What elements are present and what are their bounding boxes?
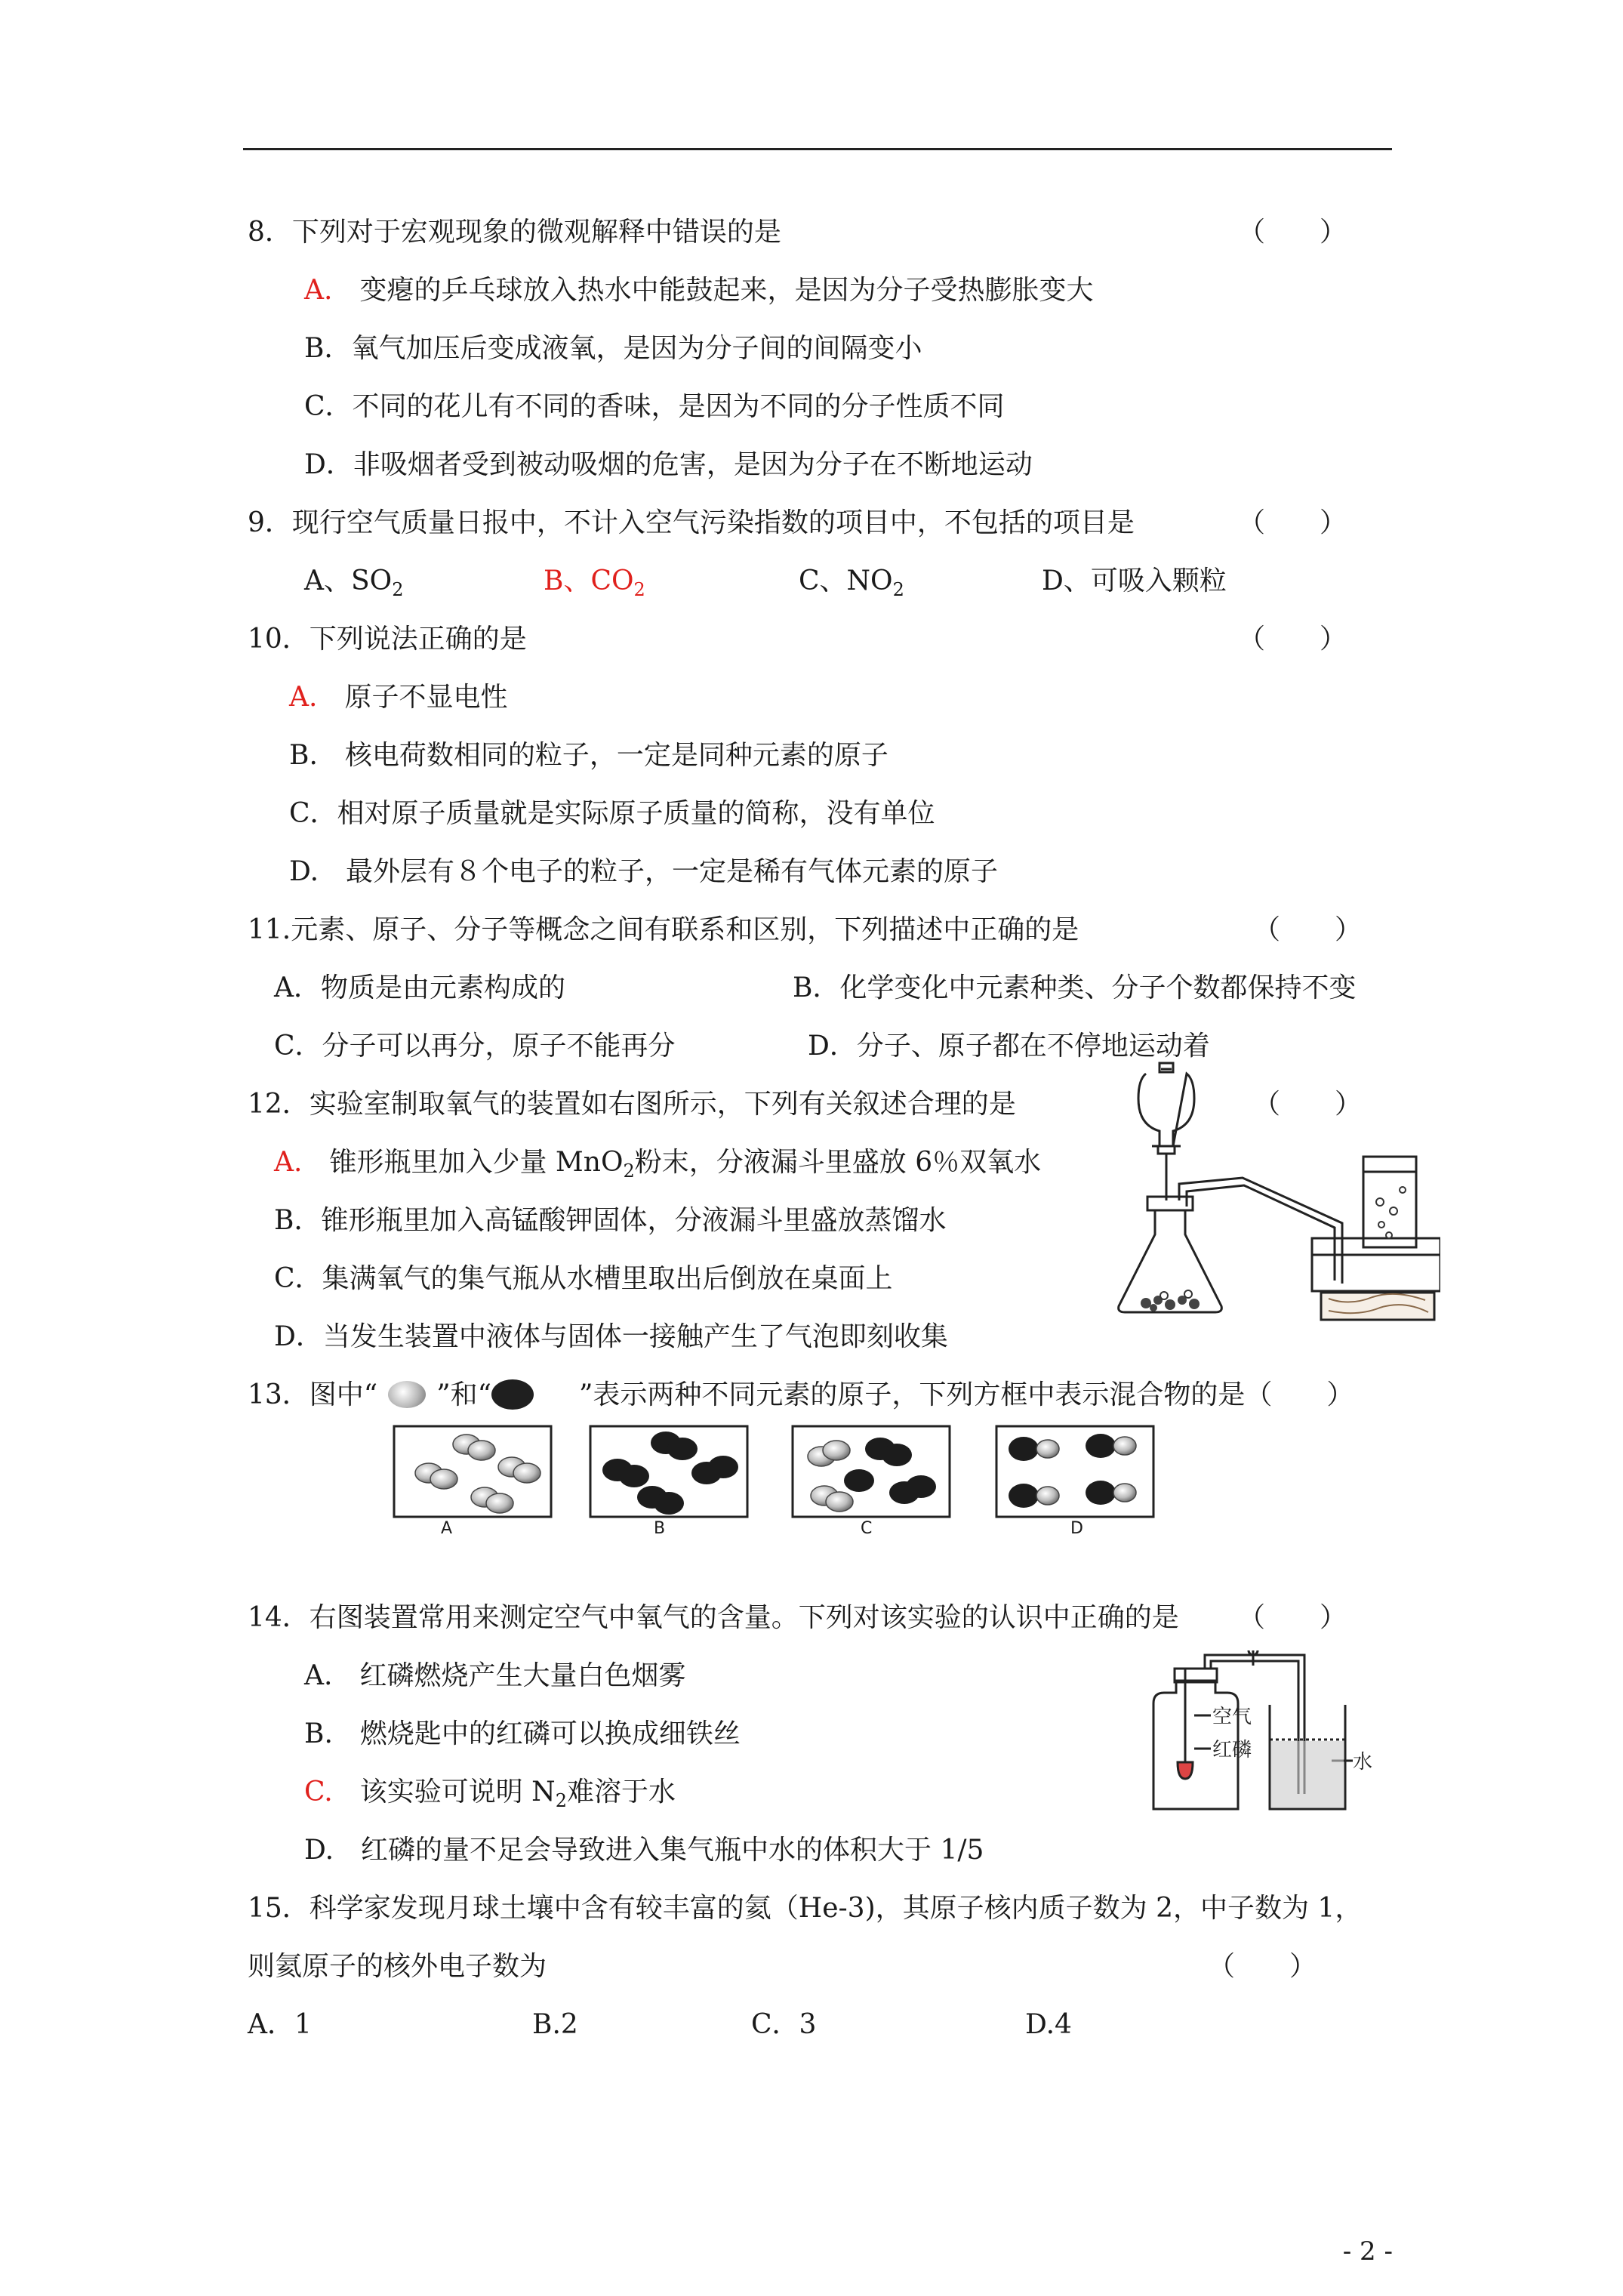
q12-option-d: D．当发生装置中液体与固体一接触产生了气泡即刻收集 xyxy=(274,1321,948,1352)
q12-option-c: C．集满氧气的集气瓶从水槽里取出后倒放在桌面上 xyxy=(274,1263,893,1294)
q11-stem: 11.元素、原子、分子等概念之间有联系和区别，下列描述中正确的是 xyxy=(248,914,1079,945)
q10-answer-paren: （ ） xyxy=(1238,624,1347,655)
q12-option-a xyxy=(274,1144,1041,1182)
q9-option-c xyxy=(799,562,904,600)
q12-option-a-sub: 2 xyxy=(623,1160,635,1182)
q13-stem-part2: ”和“ xyxy=(436,1379,492,1410)
q15-stem-line2: 则氦原子的核外电子数为 xyxy=(248,1951,547,1982)
q14-option-c xyxy=(304,1774,676,1811)
q14-option-a: A. 红磷燃烧产生大量白色烟雾 xyxy=(304,1660,686,1691)
q9-option-a-sub: 2 xyxy=(392,579,404,600)
q8-option-a-label: A. xyxy=(304,275,333,306)
q14-option-c-sub: 2 xyxy=(555,1790,567,1811)
q8-option-a xyxy=(304,272,1093,310)
q14-stem: 14．右图装置常用来测定空气中氧气的含量。下列对该实验的认识中正确的是 xyxy=(248,1602,1179,1633)
q11-option-a: A．物质是由元素构成的 xyxy=(274,972,565,1003)
header-rule xyxy=(243,148,1392,150)
q13-stem xyxy=(248,1376,1354,1414)
q13-box-label-b: B xyxy=(654,1519,666,1538)
q10-option-c: C．相对原子质量就是实际原子质量的简称，没有单位 xyxy=(289,798,935,829)
q9-option-b xyxy=(544,562,645,600)
q12-option-b: B．锥形瓶里加入高锰酸钾固体，分液漏斗里盛放蒸馏水 xyxy=(274,1205,947,1236)
q10-option-a xyxy=(289,679,507,717)
q10-option-b: B. 核电荷数相同的粒子，一定是同种元素的原子 xyxy=(289,740,888,771)
q9-option-d: D、可吸入颗粒 xyxy=(1042,566,1227,596)
oxygen-content-apparatus-figure xyxy=(1140,1650,1374,1817)
q14-answer-paren: （ ） xyxy=(1238,1602,1347,1633)
q14-option-c-text-end: 难溶于水 xyxy=(566,1777,676,1808)
q8-stem: 8．下列对于宏观现象的微观解释中错误的是 xyxy=(248,217,781,248)
q12-answer-paren: （ ） xyxy=(1253,1089,1363,1120)
q11-answer-paren: （ ） xyxy=(1253,914,1363,945)
q11-option-c: C．分子可以再分，原子不能再分 xyxy=(274,1031,676,1062)
q8-option-a-text: 变瘪的乒乓球放入热水中能鼓起来，是因为分子受热膨胀变大 xyxy=(359,275,1094,306)
q15-option-a: A．1 xyxy=(248,2009,312,2040)
q9-option-b-text: B、CO xyxy=(544,566,634,596)
q8-answer-paren: （ ） xyxy=(1238,217,1347,248)
q12-stem: 12．实验室制取氧气的装置如右图所示，下列有关叙述合理的是 xyxy=(248,1089,1016,1120)
q9-option-c-text: C、NO xyxy=(799,566,893,596)
q8-option-d: D．非吸烟者受到被动吸烟的危害，是因为分子在不断地运动 xyxy=(304,449,1033,480)
q13-stem-part1: 13．图中“ xyxy=(248,1379,378,1410)
q10-option-a-label: A. xyxy=(289,682,318,713)
q12-option-a-text: 锥形瓶里加入少量 MnO xyxy=(329,1147,624,1178)
q13-box-label-a: A xyxy=(441,1519,453,1538)
q15-option-c: C．3 xyxy=(751,2009,817,2040)
q8-option-b: B．氧气加压后变成液氧，是因为分子间的间隔变小 xyxy=(304,333,922,364)
q13-molecule-boxes xyxy=(391,1423,1161,1536)
q14-option-b: B. 燃烧匙中的红磷可以换成细铁丝 xyxy=(304,1718,741,1749)
q13-box-label-c: C xyxy=(861,1519,873,1538)
q13-stem-part3: ”表示两种不同元素的原子，下列方框中表示混合物的是（ ） xyxy=(579,1379,1354,1410)
q11-option-b: B．化学变化中元素种类、分子个数都保持不变 xyxy=(793,972,1357,1003)
q15-option-b: B.2 xyxy=(532,2009,578,2040)
oxygen-apparatus-figure xyxy=(1108,1057,1440,1321)
q9-option-b-sub: 2 xyxy=(633,579,645,600)
q10-option-a-text: 原子不显电性 xyxy=(344,682,508,713)
q9-answer-paren: （ ） xyxy=(1238,507,1347,538)
q12-option-a-label: A. xyxy=(274,1147,303,1178)
q9-option-a xyxy=(304,562,403,600)
q14-figure-phosphorus-label: 红磷 xyxy=(1212,1739,1252,1761)
q14-figure-air-label: 空气 xyxy=(1212,1706,1252,1728)
q9-option-a-text: A、SO xyxy=(304,566,393,596)
q15-answer-paren: （ ） xyxy=(1208,1951,1317,1982)
q9-option-c-sub: 2 xyxy=(892,579,904,600)
dark-atom-icon xyxy=(491,1379,534,1410)
q8-option-c: C．不同的花儿有不同的香味，是因为不同的分子性质不同 xyxy=(304,391,1005,422)
q11-option-d: D．分子、原子都在不停地运动着 xyxy=(808,1031,1210,1062)
q13-box-label-d: D xyxy=(1070,1519,1083,1538)
q14-option-c-label: C. xyxy=(304,1777,333,1808)
q15-option-d: D.4 xyxy=(1025,2009,1072,2040)
q14-figure-water-label: 水 xyxy=(1353,1751,1373,1774)
light-atom-icon xyxy=(388,1381,426,1408)
q9-stem: 9．现行空气质量日报中，不计入空气污染指数的项目中，不包括的项目是 xyxy=(248,507,1135,538)
q10-stem: 10．下列说法正确的是 xyxy=(248,624,527,655)
page-number: - 2 - xyxy=(1342,2236,1393,2267)
q14-option-c-text: 该实验可说明 N xyxy=(359,1777,556,1808)
q14-option-d: D. 红磷的量不足会导致进入集气瓶中水的体积大于 1/5 xyxy=(304,1835,984,1866)
q15-stem-line1: 15．科学家发现月球土壤中含有较丰富的氦（He-3)，其原子核内质子数为 2，中子数为 1， xyxy=(248,1893,1363,1924)
q12-option-a-text-end: 粉末，分液漏斗里盛放 6％双氧水 xyxy=(634,1147,1042,1178)
q10-option-d: D. 最外层有８个电子的粒子，一定是稀有气体元素的原子 xyxy=(289,856,999,887)
